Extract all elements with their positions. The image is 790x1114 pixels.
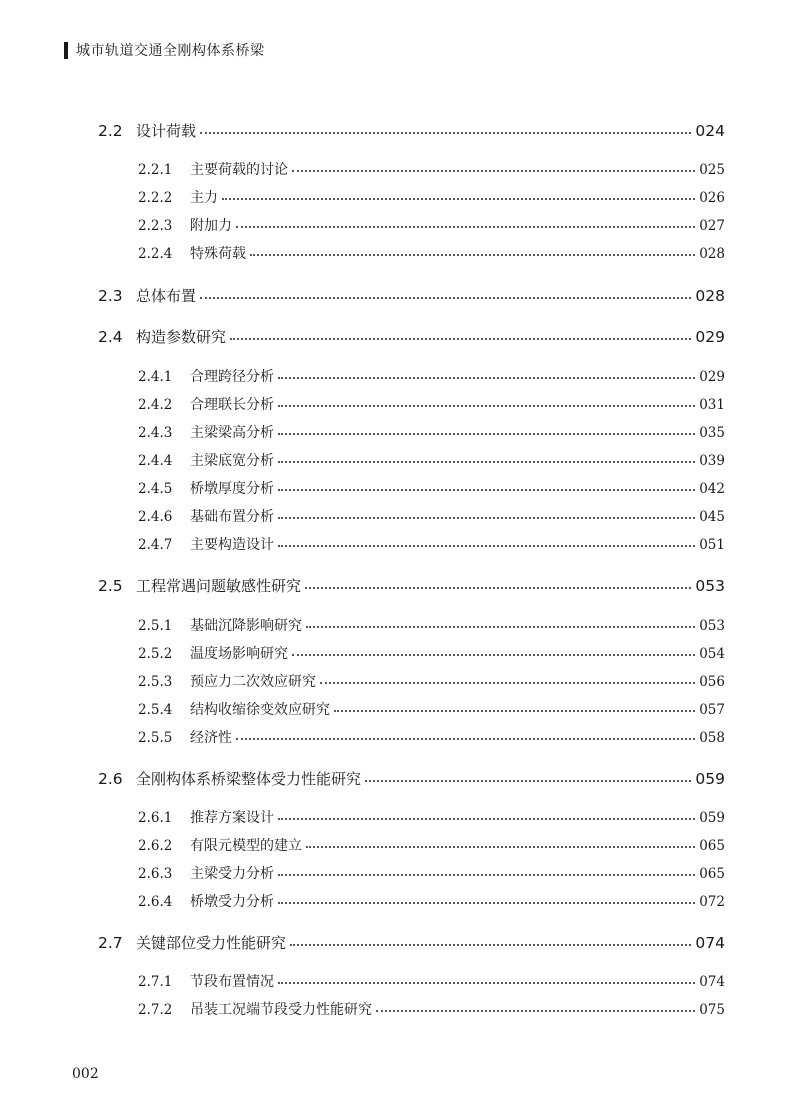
toc-entry-number: 2.4.7 [138, 537, 173, 553]
toc-entry-number: 2.4 [98, 328, 123, 346]
page-number: 002 [72, 1066, 99, 1082]
toc-subsection-entry[interactable] [138, 393, 725, 414]
toc-entry-title: 基础沉降影响研究 [190, 618, 302, 634]
toc-section-entry[interactable] [98, 284, 725, 306]
toc-subsection-entry[interactable] [138, 477, 725, 498]
toc-dot-leader [278, 393, 695, 407]
toc-dot-leader [320, 670, 695, 684]
toc-entry-number: 2.7.2 [138, 1002, 173, 1018]
toc-entry-title: 桥墩厚度分析 [190, 481, 274, 497]
toc-dot-leader [365, 767, 691, 782]
toc-entry-number: 2.6.3 [138, 866, 173, 882]
toc-subsection-entry[interactable] [138, 242, 725, 263]
toc-dot-leader [278, 806, 695, 820]
toc-subsection-entry[interactable] [138, 698, 725, 719]
toc-entry-title: 工程常遇问题敏感性研究 [136, 577, 302, 595]
toc-dot-leader [200, 119, 691, 134]
toc-entry-page: 029 [699, 369, 725, 385]
toc-subsection-entry[interactable] [138, 642, 725, 663]
toc-dot-leader [278, 421, 695, 435]
toc-section-entry[interactable] [98, 574, 725, 596]
toc-subsection-entry[interactable] [138, 890, 725, 911]
toc-entry-title: 桥墩受力分析 [190, 894, 274, 910]
toc-section-entry[interactable] [98, 767, 725, 789]
toc-dot-leader [236, 214, 695, 228]
toc-entry-title: 结构收缩徐变效应研究 [190, 702, 330, 718]
toc-subsection-entry[interactable] [138, 726, 725, 747]
toc-entry-number: 2.3 [98, 287, 123, 305]
toc-entry-page: 027 [699, 218, 725, 234]
toc-entry-page: 028 [699, 246, 725, 262]
toc-dot-leader [200, 284, 691, 299]
toc-entry-number: 2.2.4 [138, 246, 173, 262]
toc-subsection-entry[interactable] [138, 186, 725, 207]
toc-entry-number: 2.4.4 [138, 453, 173, 469]
header-bar-mark [64, 42, 68, 59]
toc-dot-leader [250, 242, 695, 256]
toc-entry-page: 065 [699, 866, 725, 882]
toc-entry-number: 2.4.2 [138, 397, 173, 413]
toc-dot-leader [278, 365, 695, 379]
toc-entry-number: 2.2.1 [138, 162, 173, 178]
toc-entry-title: 有限元模型的建立 [190, 838, 302, 854]
toc-entry-page: 058 [699, 730, 725, 746]
toc-dot-leader [306, 834, 695, 848]
toc-entry-number: 2.4.1 [138, 369, 173, 385]
toc-entry-title: 经济性 [190, 730, 232, 746]
toc-entry-title: 设计荷载 [136, 122, 197, 140]
toc-subsection-entry[interactable] [138, 505, 725, 526]
toc-subsection-entry[interactable] [138, 670, 725, 691]
toc-entry-page: 059 [699, 810, 725, 826]
toc-entry-page: 051 [699, 537, 725, 553]
toc-entry-title: 附加力 [190, 218, 232, 234]
toc-entry-number: 2.5.4 [138, 702, 173, 718]
toc-subsection-entry[interactable] [138, 806, 725, 827]
toc-entry-title: 主要构造设计 [190, 537, 274, 553]
toc-entry-title: 基础布置分析 [190, 509, 274, 525]
toc-section-entry[interactable] [98, 325, 725, 347]
toc-entry-title: 特殊荷载 [190, 246, 246, 262]
toc-entry-number: 2.6.1 [138, 810, 173, 826]
toc-entry-title: 主梁梁高分析 [190, 425, 274, 441]
toc-entry-page: 031 [699, 397, 725, 413]
toc-dot-leader [278, 449, 695, 463]
toc-entry-number: 2.2.2 [138, 190, 173, 206]
toc-subsection-entry[interactable] [138, 421, 725, 442]
toc-entry-page: 074 [699, 974, 725, 990]
toc-entry-page: 056 [699, 674, 725, 690]
toc-entry-title: 吊装工况端节段受力性能研究 [190, 1002, 372, 1018]
toc-dot-leader [305, 574, 691, 589]
toc-dot-leader [376, 998, 695, 1012]
toc-dot-leader [292, 642, 695, 656]
toc-entry-number: 2.6.2 [138, 838, 173, 854]
toc-entry-number: 2.5 [98, 577, 123, 595]
toc-entry-page: 053 [699, 618, 725, 634]
toc-subsection-entry[interactable] [138, 862, 725, 883]
toc-subsection-entry[interactable] [138, 158, 725, 179]
toc-dot-leader [230, 325, 691, 340]
toc-entry-page: 053 [695, 577, 725, 595]
toc-entry-page: 039 [699, 453, 725, 469]
toc-subsection-entry[interactable] [138, 998, 725, 1019]
toc-dot-leader [278, 970, 695, 984]
toc-entry-number: 2.5.5 [138, 730, 173, 746]
toc-dot-leader [290, 931, 691, 946]
toc-entry-title: 构造参数研究 [136, 328, 227, 346]
toc-entry-number: 2.7.1 [138, 974, 173, 990]
toc-entry-page: 042 [699, 481, 725, 497]
toc-dot-leader [334, 698, 695, 712]
toc-entry-number: 2.4.3 [138, 425, 173, 441]
toc-subsection-entry[interactable] [138, 365, 725, 386]
toc-entry-number: 2.2.3 [138, 218, 173, 234]
toc-dot-leader [278, 533, 695, 547]
toc-entry-number: 2.5.3 [138, 674, 173, 690]
toc-entry-title: 主要荷载的讨论 [190, 162, 288, 178]
toc-entry-number: 2.4.6 [138, 509, 173, 525]
toc-entry-number: 2.6 [98, 770, 123, 788]
toc-entry-title: 关键部位受力性能研究 [136, 934, 287, 952]
toc-entry-page: 024 [695, 122, 725, 140]
toc-entry-title: 主力 [190, 190, 218, 206]
toc-dot-leader [278, 505, 695, 519]
toc-entry-number: 2.7 [98, 934, 123, 952]
toc-entry-page: 059 [695, 770, 725, 788]
toc-section-entry[interactable] [98, 931, 725, 953]
toc-dot-leader [278, 890, 695, 904]
toc-entry-title: 预应力二次效应研究 [190, 674, 316, 690]
toc-entry-page: 065 [699, 838, 725, 854]
toc-entry-number: 2.6.4 [138, 894, 173, 910]
toc-dot-leader [306, 614, 695, 628]
toc-entry-title: 合理联长分析 [190, 397, 274, 413]
toc-dot-leader [292, 158, 695, 172]
toc-entry-number: 2.4.5 [138, 481, 173, 497]
toc-entry-number: 2.5.1 [138, 618, 173, 634]
toc-entry-page: 054 [699, 646, 725, 662]
toc-subsection-entry[interactable] [138, 449, 725, 470]
toc-entry-page: 045 [699, 509, 725, 525]
toc-entry-title: 主梁受力分析 [190, 866, 274, 882]
toc-entry-number: 2.2 [98, 122, 123, 140]
toc-dot-leader [222, 186, 695, 200]
toc-section-entry[interactable] [98, 119, 725, 141]
toc-subsection-entry[interactable] [138, 970, 725, 991]
toc-entry-title: 温度场影响研究 [190, 646, 288, 662]
toc-entry-title: 推荐方案设计 [190, 810, 274, 826]
toc-entry-page: 028 [695, 287, 725, 305]
toc-entry-page: 075 [699, 1002, 725, 1018]
toc-entry-page: 072 [699, 894, 725, 910]
toc-entry-page: 029 [695, 328, 725, 346]
toc-dot-leader [278, 862, 695, 876]
toc-entry-page: 025 [699, 162, 725, 178]
toc-dot-leader [236, 726, 695, 740]
toc-subsection-entry[interactable] [138, 614, 725, 635]
toc-subsection-entry[interactable] [138, 214, 725, 235]
toc-entry-title: 主梁底宽分析 [190, 453, 274, 469]
toc-subsection-entry[interactable] [138, 533, 725, 554]
toc-entry-page: 057 [699, 702, 725, 718]
toc-entry-page: 035 [699, 425, 725, 441]
toc-entry-page: 026 [699, 190, 725, 206]
toc-subsection-entry[interactable] [138, 834, 725, 855]
toc-entry-title: 总体布置 [136, 287, 197, 305]
toc-entry-title: 节段布置情况 [190, 974, 274, 990]
toc-entry-title: 全刚构体系桥梁整体受力性能研究 [136, 770, 362, 788]
toc-entry-title: 合理跨径分析 [190, 369, 274, 385]
running-header [64, 40, 265, 60]
toc-entry-page: 074 [695, 934, 725, 952]
toc-dot-leader [278, 477, 695, 491]
toc-entry-number: 2.5.2 [138, 646, 173, 662]
running-header-title: 城市轨道交通全刚构体系桥梁 [76, 43, 265, 59]
